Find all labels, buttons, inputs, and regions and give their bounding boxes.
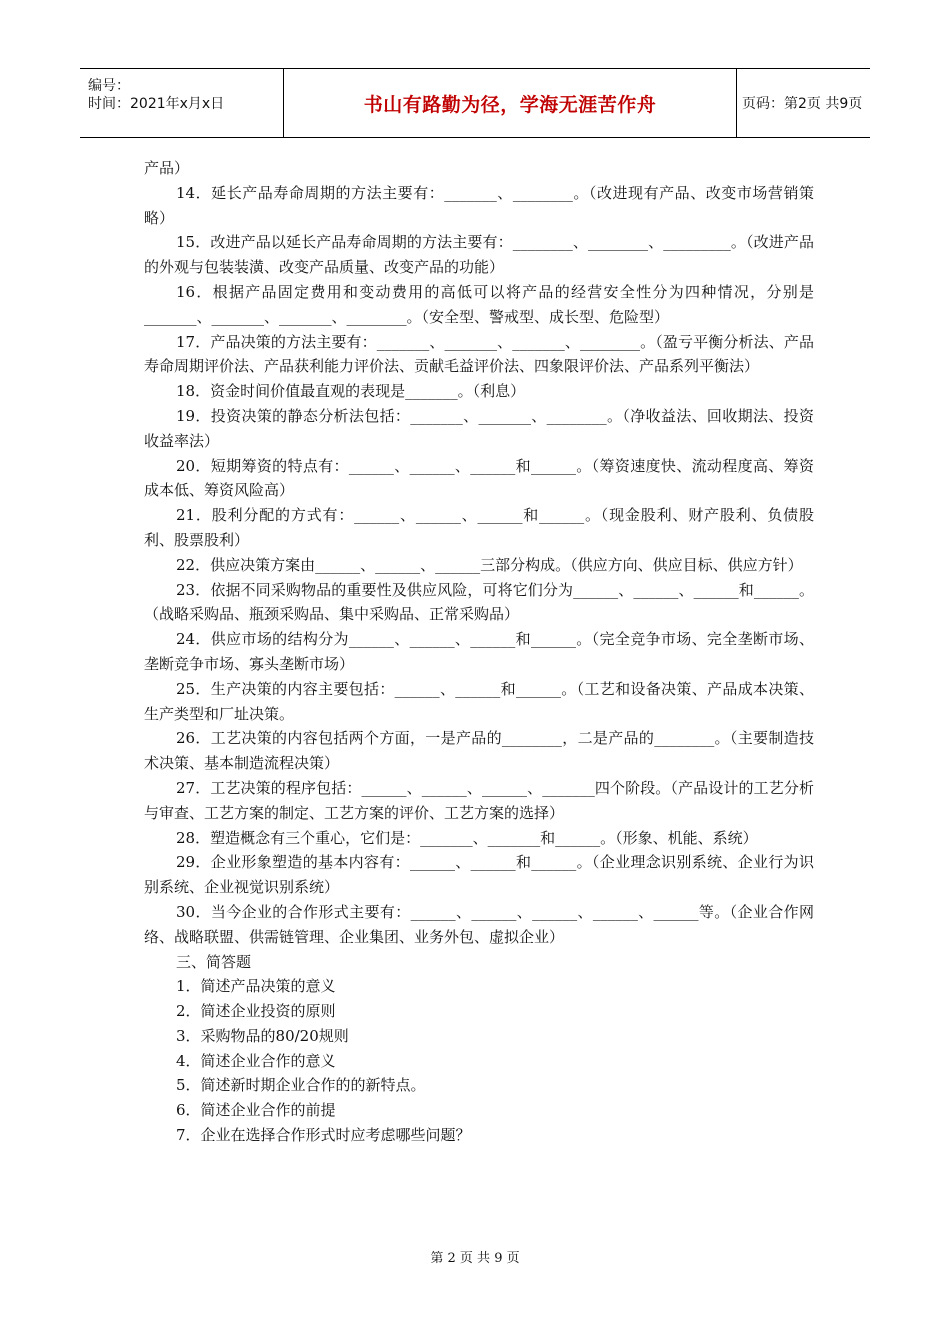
question-19: 19．投资决策的静态分析法包括：_______、_______、________。（净收益法、回收期法、投资收益率法） [144, 406, 814, 450]
question-21: 21．股利分配的方式有：______、______、______和______。（现金股利、财产股利、负债股利、股票股利） [144, 506, 814, 549]
question-17: 17．产品决策的方法主要有：_______、_______、_______、________。（盈亏平衡分析法、产品寿命周期评价法、产品获利能力评价法、贡献毛益评价法、四象限评价法、产品系列平衡法） [144, 332, 814, 376]
question-24: 24．供应市场的结构分为______、______、______和______。（完全竞争市场、完全垄断市场、垄断竞争市场、寡头垄断市场） [144, 630, 814, 673]
question-14: 14．延长产品寿命周期的方法主要有：_______、________。（改进现有产品、改变市场营销策略） [144, 183, 814, 227]
code-label: 编号： [88, 78, 130, 94]
short-answer-5: 5．简述新时期企业合作的的新特点。 [176, 1076, 426, 1095]
short-answer-1: 1．简述产品决策的意义 [176, 977, 336, 996]
header-meta [80, 69, 283, 137]
header-motto: 书山有路勤为径，学海无涯苦作舟 [283, 69, 737, 137]
question-20: 20．短期筹资的特点有：______、______、______和______。（筹资速度快、流动程度高、筹资成本低、筹资风险高） [144, 456, 814, 500]
question-18: 18．资金时间价值最直观的表现是_______。（利息） [176, 382, 526, 401]
question-27: 27．工艺决策的程序包括：______、______、______、_______四个阶段。（产品设计的工艺分析与审查、工艺方案的制定、工艺方案的评价、工艺方案的选择） [144, 778, 814, 822]
question-26: 26．工艺决策的内容包括两个方面，一是产品的________，二是产品的________。（主要制造技术决策、基本制造流程决策） [144, 729, 814, 773]
time-label: 时间：2021年x月x日 [88, 96, 225, 112]
short-answer-3: 3．采购物品的80/20规则 [176, 1026, 349, 1045]
question-25: 25．生产决策的内容主要包括：______、______和______。（工艺和设备决策、产品成本决策、生产类型和厂址决策。 [144, 679, 814, 723]
question-28: 28．塑造概念有三个重心，它们是：_______、_______和______。（形象、机能、系统） [176, 828, 758, 847]
question-16: 16．根据产品固定费用和变动费用的高低可以将产品的经营安全性分为四种情况，分别是_______、_______、_______、________。（安全型、警戒型、成长型、危险型） [144, 282, 814, 326]
text-line: 产品） [144, 159, 190, 177]
page-header [80, 68, 870, 138]
question-15: 15．改进产品以延长产品寿命周期的方法主要有：________、________、_________。（改进产品的外观与包装装潢、改变产品质量、改变产品的功能） [144, 233, 814, 277]
short-answer-6: 6．简述企业合作的前提 [176, 1101, 336, 1120]
question-23: 23．依据不同采购物品的重要性及供应风险，可将它们分为______、______、______和______。（战略采购品、瓶颈采购品、集中采购品、正常采购品） [144, 580, 814, 624]
short-answer-2: 2．简述企业投资的原则 [176, 1002, 336, 1021]
short-answer-4: 4．简述企业合作的意义 [176, 1051, 336, 1070]
section-heading: 三、简答题 [176, 952, 252, 971]
header-page-number: 页码：第2页 共9页 [742, 96, 863, 112]
question-22: 22．供应决策方案由______、______、______三部分构成。（供应方向、供应目标、供应方针） [176, 555, 803, 574]
page-footer: 第 2 页 共 9 页 [430, 1251, 520, 1266]
short-answer-7: 7．企业在选择合作形式时应考虑哪些问题？ [176, 1126, 471, 1145]
document-body [144, 156, 814, 1148]
question-29: 29．企业形象塑造的基本内容有：______、______和______。（企业理念识别系统、企业行为识别系统、企业视觉识别系统） [144, 853, 814, 897]
question-30: 30．当今企业的合作形式主要有：______、______、______、______、______等。（企业合作网络、战略联盟、供需链管理、企业集团、业务外包、虚拟企业） [144, 902, 814, 946]
